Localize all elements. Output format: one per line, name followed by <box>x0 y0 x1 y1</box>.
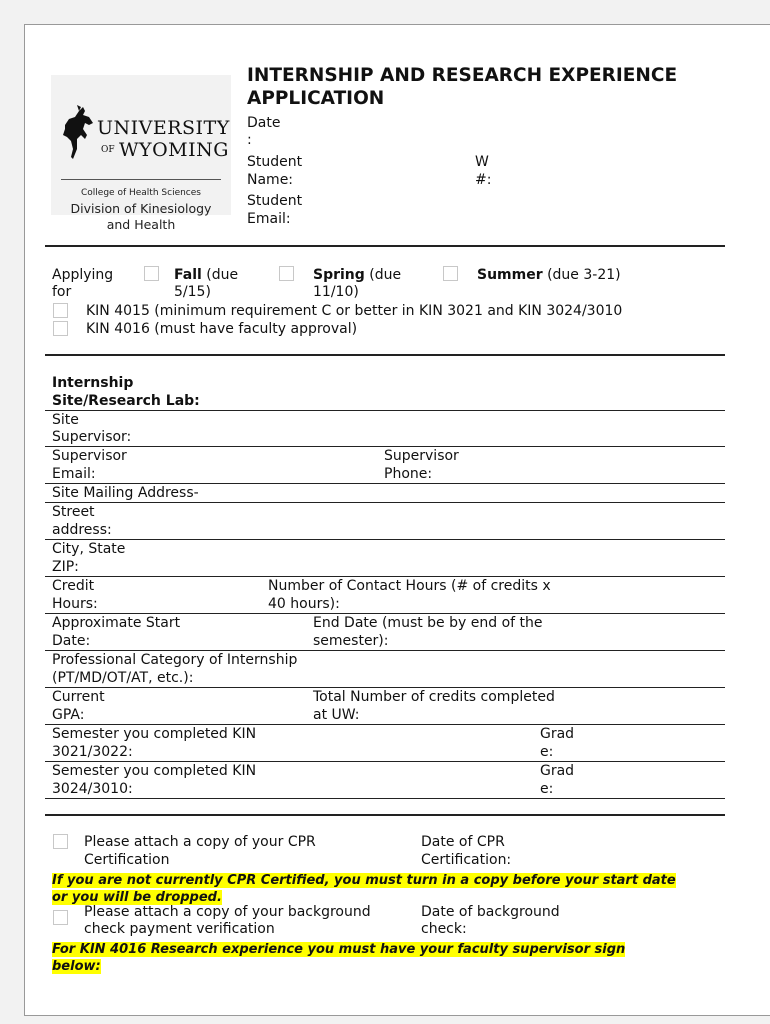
college-name: College of Health Sciences <box>81 188 201 198</box>
bucking-horse-icon <box>59 105 97 161</box>
start-date-label-1: Approximate Start <box>52 615 181 631</box>
division-line-1: Division of Kinesiology <box>70 201 212 216</box>
spring-due-date: 11/10) <box>313 284 359 300</box>
background-date-label-1: Date of background <box>421 904 560 920</box>
section-divider <box>45 245 725 247</box>
form-title-line-1: INTERNSHIP AND RESEARCH EXPERIENCE <box>247 65 678 86</box>
grade-3021-label-1: Grad <box>540 726 575 742</box>
background-check-label-2: check payment verification <box>84 921 275 937</box>
application-form <box>24 24 770 1016</box>
kin4016-notice-line-2: below: <box>52 959 101 974</box>
university-word: UNIVERSITY <box>97 117 230 139</box>
cpr-date-label-2: Certification: <box>421 852 512 868</box>
supervisor-email-label-2: Email: <box>52 466 96 482</box>
field-rule <box>45 539 725 540</box>
field-rule <box>45 724 725 725</box>
total-credits-label-2: at UW: <box>313 707 360 723</box>
fall-option: Fall (due <box>174 267 239 283</box>
supervisor-phone-label-1: Supervisor <box>384 448 459 464</box>
field-rule <box>45 613 725 614</box>
supervisor-email-label-1: Supervisor <box>52 448 127 464</box>
applying-label-2: for <box>52 284 72 300</box>
mailing-address-label: Site Mailing Address- <box>52 485 199 501</box>
grade-3021-label-2: e: <box>540 744 554 760</box>
of-word: OF <box>101 145 115 155</box>
site-heading-1: Internship <box>52 375 134 391</box>
semester-3021-label-2: 3021/3022: <box>52 744 133 760</box>
grade-3024-label-2: e: <box>540 781 554 797</box>
cpr-warning-line-1: If you are not currently CPR Certified, you must turn in a copy before your start date <box>52 873 676 888</box>
contact-hours-label-2: 40 hours): <box>268 596 340 612</box>
street-address-label-1: Street <box>52 504 95 520</box>
field-rule <box>45 687 725 688</box>
applying-label-1: Applying <box>52 267 114 283</box>
credit-hours-label-1: Credit <box>52 578 95 594</box>
division-line-2: and Health <box>106 217 176 232</box>
credit-hours-label-2: Hours: <box>52 596 98 612</box>
student-name-label-1: Student <box>247 154 303 170</box>
cpr-attach-checkbox[interactable] <box>53 834 68 849</box>
professional-category-label-1: Professional Category of Internship <box>52 652 298 668</box>
kin4016-label: KIN 4016 (must have faculty approval) <box>86 321 358 337</box>
section-divider <box>45 354 725 356</box>
fall-checkbox[interactable] <box>144 266 159 281</box>
kin4015-label: KIN 4015 (minimum requirement C or better in KIN 3021 and KIN 3024/3010 <box>86 303 623 319</box>
w-number-label-1: W <box>475 154 489 170</box>
start-date-label-2: Date: <box>52 633 91 649</box>
field-rule <box>45 483 725 484</box>
field-rule <box>45 650 725 651</box>
cpr-attach-label-2: Certification <box>84 852 170 868</box>
logo-divider <box>61 179 221 180</box>
semester-3024-label-2: 3024/3010: <box>52 781 133 797</box>
kin4016-checkbox[interactable] <box>53 321 68 336</box>
spring-option: Spring (due <box>313 267 402 283</box>
gpa-label-2: GPA: <box>52 707 85 723</box>
date-colon: : <box>247 132 252 148</box>
semester-3024-label-1: Semester you completed KIN <box>52 763 257 779</box>
fall-due-date: 5/15) <box>174 284 211 300</box>
kin4015-checkbox[interactable] <box>53 303 68 318</box>
end-date-label-1: End Date (must be by end of the <box>313 615 543 631</box>
field-rule <box>45 798 725 799</box>
form-title-line-2: APPLICATION <box>247 88 385 109</box>
city-state-label-1: City, State <box>52 541 126 557</box>
background-date-label-2: check: <box>421 921 467 937</box>
city-state-label-2: ZIP: <box>52 559 79 575</box>
section-divider <box>45 814 725 816</box>
gpa-label-1: Current <box>52 689 105 705</box>
student-email-label-1: Student <box>247 193 303 209</box>
professional-category-label-2: (PT/MD/OT/AT, etc.): <box>52 670 194 686</box>
cpr-attach-label-1: Please attach a copy of your CPR <box>84 834 316 850</box>
summer-option: Summer (due 3-21) <box>477 267 621 283</box>
site-supervisor-label-2: Supervisor: <box>52 429 132 445</box>
street-address-label-2: address: <box>52 522 112 538</box>
wyoming-word: WYOMING <box>119 139 229 161</box>
site-heading-2: Site/Research Lab: <box>52 393 200 409</box>
date-label: Date <box>247 115 281 131</box>
cpr-warning-line-2: or you will be dropped. <box>52 890 222 905</box>
field-rule <box>45 410 725 411</box>
end-date-label-2: semester): <box>313 633 389 649</box>
cpr-date-label-1: Date of CPR <box>421 834 505 850</box>
kin4016-notice-line-1: For KIN 4016 Research experience you must have your faculty supervisor sign <box>52 942 626 957</box>
summer-checkbox[interactable] <box>443 266 458 281</box>
background-check-checkbox[interactable] <box>53 910 68 925</box>
spring-checkbox[interactable] <box>279 266 294 281</box>
student-name-label-2: Name: <box>247 172 294 188</box>
field-rule <box>45 761 725 762</box>
field-rule <box>45 502 725 503</box>
w-number-label-2: #: <box>475 172 492 188</box>
contact-hours-label-1: Number of Contact Hours (# of credits x <box>268 578 551 594</box>
background-check-label-1: Please attach a copy of your background <box>84 904 371 920</box>
grade-3024-label-1: Grad <box>540 763 575 779</box>
field-rule <box>45 576 725 577</box>
student-email-label-2: Email: <box>247 211 291 227</box>
university-logo <box>51 75 231 232</box>
total-credits-label-1: Total Number of credits completed <box>313 689 555 705</box>
semester-3021-label-1: Semester you completed KIN <box>52 726 257 742</box>
site-supervisor-label-1: Site <box>52 412 79 428</box>
supervisor-phone-label-2: Phone: <box>384 466 433 482</box>
field-rule <box>45 446 725 447</box>
